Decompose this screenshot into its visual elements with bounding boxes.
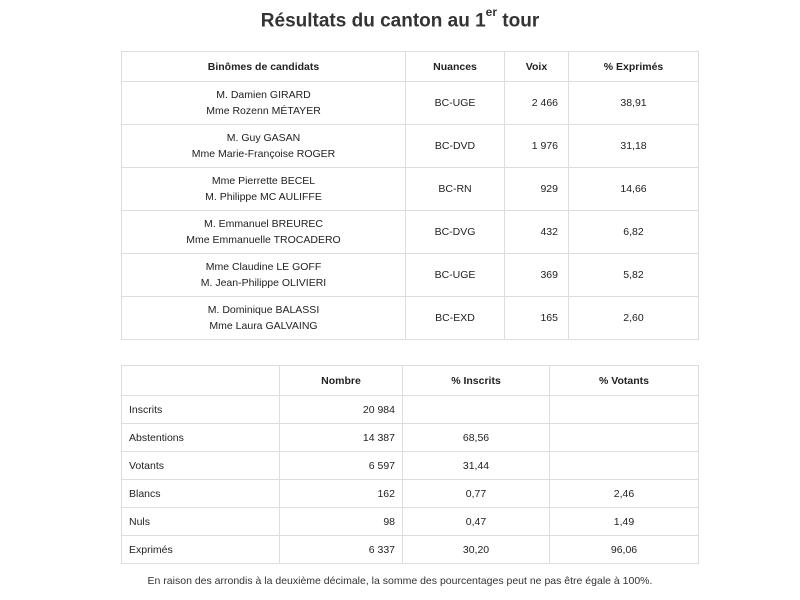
candidates-cell	[122, 211, 406, 254]
table-row	[122, 424, 699, 452]
table-row	[122, 452, 699, 480]
stat-pct-inscrits: 0,47	[403, 508, 550, 536]
stat-pct-votants: 96,06	[550, 536, 699, 564]
table-row	[122, 82, 699, 125]
stat-pct-inscrits: 31,44	[403, 452, 550, 480]
header-nombre: Nombre	[280, 366, 403, 396]
stats-header-row	[122, 366, 699, 396]
voix-cell: 2 466	[505, 82, 569, 125]
stat-nombre: 6 597	[280, 452, 403, 480]
page-title-superscript: er	[485, 5, 497, 19]
stat-label: Votants	[122, 452, 280, 480]
stat-pct-votants	[550, 424, 699, 452]
candidate-name: M. Emmanuel BREUREC	[203, 218, 324, 230]
nuance-cell: BC-DVD	[406, 125, 505, 168]
stat-label: Nuls	[122, 508, 280, 536]
candidates-cell	[122, 254, 406, 297]
stat-pct-votants: 1,49	[550, 508, 699, 536]
stat-nombre: 20 984	[280, 396, 403, 424]
pct-cell: 5,82	[569, 254, 699, 297]
table-row	[122, 480, 699, 508]
voix-cell: 432	[505, 211, 569, 254]
nuance-cell: BC-UGE	[406, 82, 505, 125]
header-pct-votants: % Votants	[550, 366, 699, 396]
pct-cell: 14,66	[569, 168, 699, 211]
candidate-name: M. Jean-Philippe OLIVIERI	[200, 277, 327, 289]
header-candidates: Binômes de candidats	[122, 52, 406, 82]
table-row	[122, 211, 699, 254]
nuance-cell: BC-DVG	[406, 211, 505, 254]
stat-pct-inscrits: 0,77	[403, 480, 550, 508]
candidate-name: M. Damien GIRARD	[216, 89, 311, 101]
candidate-name: M. Philippe MC AULIFFE	[205, 191, 322, 203]
stat-nombre: 98	[280, 508, 403, 536]
pct-cell: 31,18	[569, 125, 699, 168]
stat-nombre: 162	[280, 480, 403, 508]
stat-nombre: 14 387	[280, 424, 403, 452]
candidate-name: M. Guy GASAN	[226, 132, 301, 144]
voix-cell: 165	[505, 297, 569, 340]
table-row	[122, 254, 699, 297]
candidate-name: Mme Claudine LE GOFF	[205, 261, 322, 273]
candidates-cell	[122, 82, 406, 125]
table-row	[122, 168, 699, 211]
table-row	[122, 297, 699, 340]
candidates-cell	[122, 125, 406, 168]
stat-label: Blancs	[122, 480, 280, 508]
pct-cell: 2,60	[569, 297, 699, 340]
stat-nombre: 6 337	[280, 536, 403, 564]
candidates-cell	[122, 297, 406, 340]
page-title	[0, 5, 800, 32]
stat-label: Abstentions	[122, 424, 280, 452]
stat-pct-votants: 2,46	[550, 480, 699, 508]
stat-label: Exprimés	[122, 536, 280, 564]
candidate-name: Mme Emmanuelle TROCADERO	[186, 234, 341, 246]
header-pct-inscrits: % Inscrits	[403, 366, 550, 396]
candidate-name: Mme Marie-Françoise ROGER	[191, 148, 336, 160]
candidates-cell	[122, 168, 406, 211]
stat-label: Inscrits	[122, 396, 280, 424]
candidate-name: Mme Pierrette BECEL	[211, 175, 316, 187]
rounding-note: En raison des arrondis à la deuxième décimale, la somme des pourcentages peut ne pas être égale à 100%.	[147, 575, 653, 587]
header-voix: Voix	[505, 52, 569, 82]
candidates-results-table	[121, 51, 699, 340]
voix-cell: 929	[505, 168, 569, 211]
candidate-name: Mme Rozenn MÉTAYER	[206, 105, 321, 117]
table-row	[122, 508, 699, 536]
stat-pct-inscrits: 30,20	[403, 536, 550, 564]
stat-pct-votants	[550, 396, 699, 424]
pct-cell: 6,82	[569, 211, 699, 254]
voix-cell: 1 976	[505, 125, 569, 168]
stat-pct-inscrits	[403, 396, 550, 424]
table-row	[122, 536, 699, 564]
nuance-cell: BC-UGE	[406, 254, 505, 297]
candidate-name: M. Dominique BALASSI	[207, 304, 320, 316]
stat-pct-votants	[550, 452, 699, 480]
participation-stats-table	[121, 365, 699, 564]
page-title-text: Résultats du canton au 1	[260, 10, 486, 32]
pct-cell: 38,91	[569, 82, 699, 125]
results-header-row	[122, 52, 699, 82]
nuance-cell: BC-RN	[406, 168, 505, 211]
candidate-name: Mme Laura GALVAING	[209, 320, 318, 332]
voix-cell: 369	[505, 254, 569, 297]
nuance-cell: BC-EXD	[406, 297, 505, 340]
stat-pct-inscrits: 68,56	[403, 424, 550, 452]
page-title-suffix: tour	[497, 10, 540, 32]
table-row	[122, 396, 699, 424]
header-empty	[122, 366, 280, 396]
table-row	[122, 125, 699, 168]
header-nuances: Nuances	[406, 52, 505, 82]
header-pct-exprimes: % Exprimés	[569, 52, 699, 82]
